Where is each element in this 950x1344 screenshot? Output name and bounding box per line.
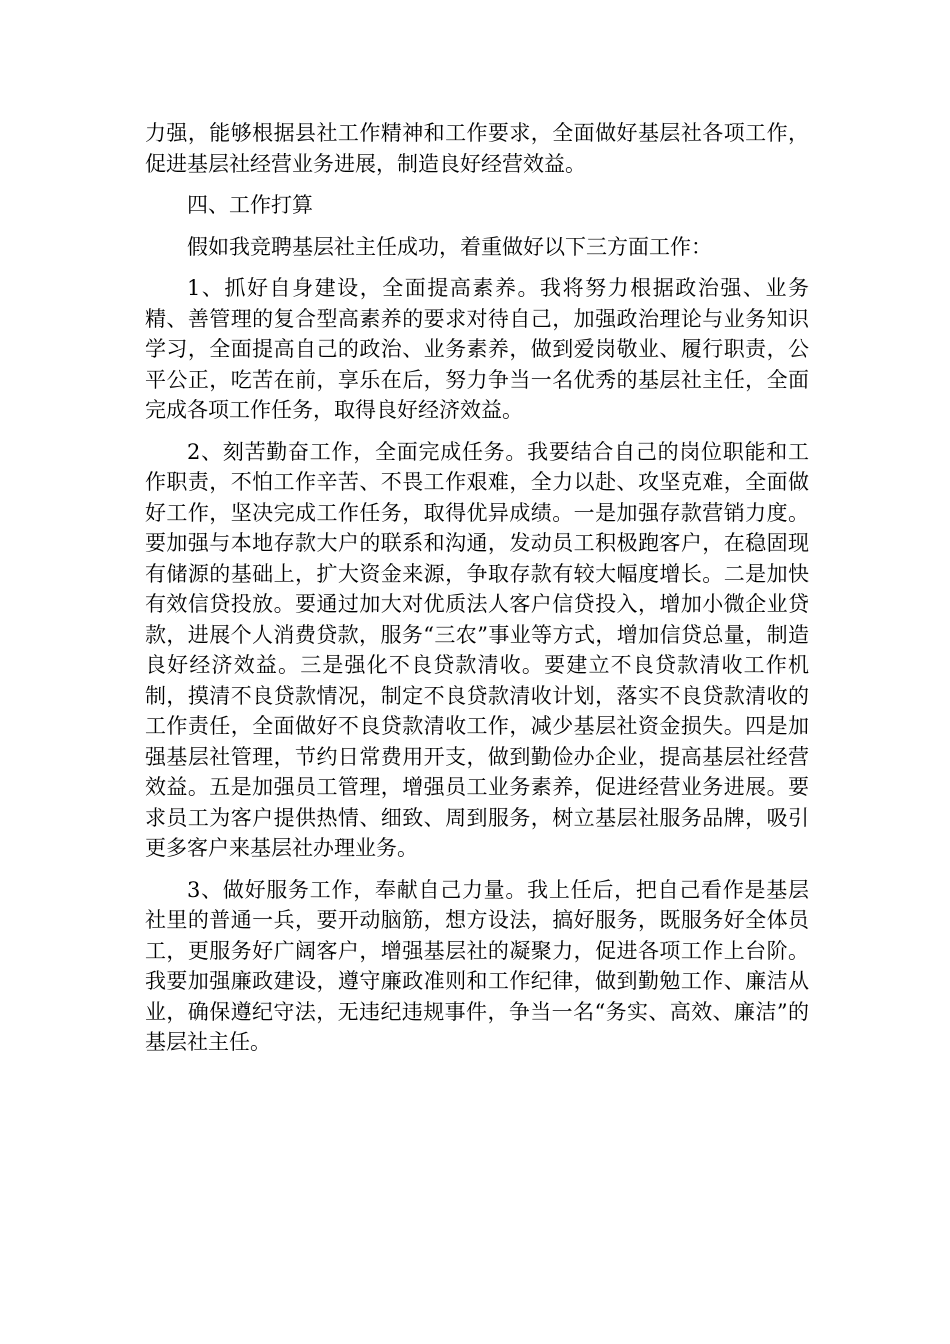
paragraph-item-2: 2、刻苦勤奋工作，全面完成任务。我要结合自己的岗位职能和工作职责，不怕工作辛苦、不畏工作艰难，全力以赴、攻坚克难，全面做好工作，坚决完成工作任务，取得优异成绩。一是加强存款营销力度。要加强与本地存款大户的联系和沟通，发动员工积极跑客户，在稳固现有储源的基础上，扩大资金来源，争取存款有较大幅度增长。二是加快有效信贷投放。要通过加大对优质法人客户信贷投入，增加小微企业贷款，进展个人消费贷款，服务“三农”事业等方式，增加信贷总量，制造良好经济效益。三是强化不良贷款清收。要建立不良贷款清收工作机制，摸清不良贷款情况，制定不良贷款清收计划，落实不良贷款清收的工作责任，全面做好不良贷款清收工作，减少基层社资金损失。四是加强基层社管理，节约日常费用开支，做到勤俭办企业，提高基层社经营效益。五是加强员工管理，增强员工业务素养，促进经营业务进展。要求员工为客户提供热情、细致、周到服务，树立基层社服务品牌，吸引更多客户来基层社办理业务。: [145, 439, 809, 860]
paragraph-continuation: 力强，能够根据县社工作精神和工作要求，全面做好基层社各项工作，促进基层社经营业务进展，制造良好经营效益。: [145, 121, 809, 176]
section-heading: 四、工作打算: [187, 193, 313, 217]
paragraph-item-3: 3、做好服务工作，奉献自己力量。我上任后，把自己看作是基层社里的普通一兵，要开动脑筋，想方设法，搞好服务，既服务好全体员工，更服务好广阔客户，增强基层社的凝聚力，促进各项工作上台阶。我要加强廉政建设，遵守廉政准则和工作纪律，做到勤勉工作、廉洁从业，确保遵纪守法，无违纪违规事件，争当一名“务实、高效、廉洁”的基层社主任。: [145, 877, 809, 1054]
paragraph-intro: 假如我竞聘基层社主任成功，着重做好以下三方面工作：: [187, 234, 712, 259]
paragraph-item-1: 1、抓好自身建设，全面提高素养。我将努力根据政治强、业务精、善管理的复合型高素养的要求对待自己，加强政治理论与业务知识学习，全面提高自己的政治、业务素养，做到爱岗敬业、履行职责，公平公正，吃苦在前，享乐在后，努力争当一名优秀的基层社主任，全面完成各项工作任务，取得良好经济效益。: [145, 276, 809, 422]
document-page: [145, 118, 809, 1069]
